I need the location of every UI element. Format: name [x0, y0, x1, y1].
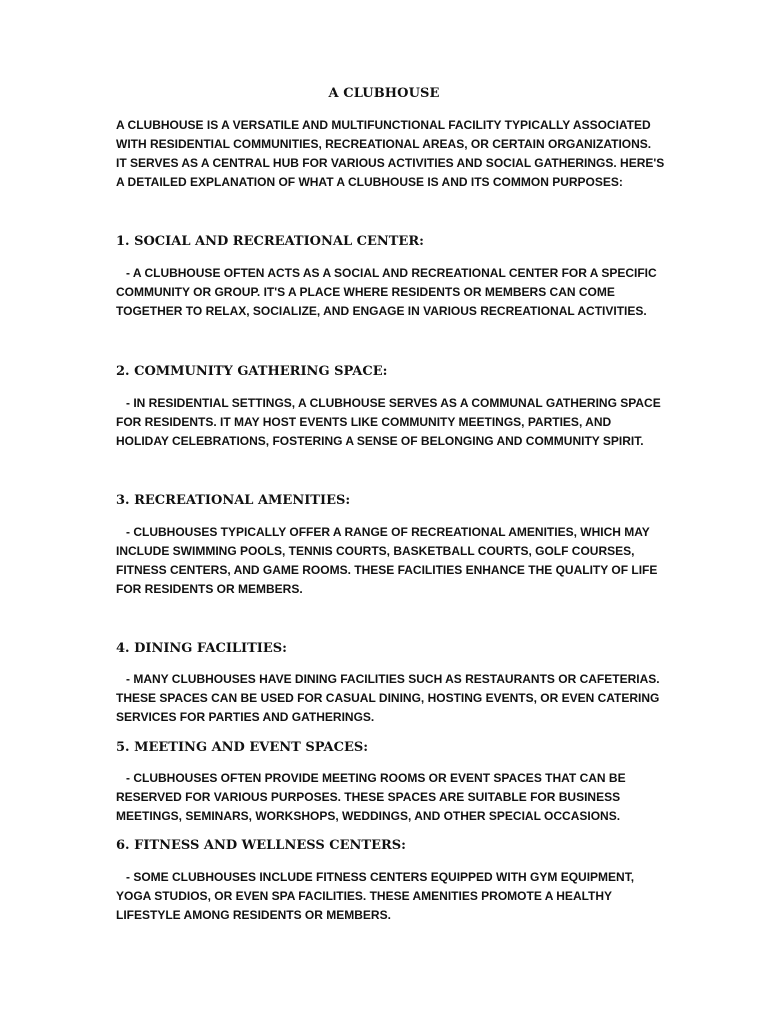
- body-line: INCLUDE SWIMMING POOLS, TENNIS COURTS, BASKETBALL COURTS, GOLF COURSES,: [116, 544, 635, 558]
- section-heading-dining-facilities: 4. DINING FACILITIES:: [116, 641, 287, 656]
- section-heading-recreational-amenities: 3. RECREATIONAL AMENITIES:: [116, 493, 351, 508]
- body-line: COMMUNITY OR GROUP. IT'S A PLACE WHERE RESIDENTS OR MEMBERS CAN COME: [116, 285, 615, 299]
- document-title: A CLUBHOUSE: [328, 86, 440, 101]
- intro-line: A DETAILED EXPLANATION OF WHAT A CLUBHOUSE IS AND ITS COMMON PURPOSES:: [116, 175, 623, 189]
- body-line: - A CLUBHOUSE OFTEN ACTS AS A SOCIAL AND RECREATIONAL CENTER FOR A SPECIFIC: [116, 266, 657, 280]
- section-body-social-recreational: [116, 264, 656, 321]
- section-heading-meeting-event-spaces: 5. MEETING AND EVENT SPACES:: [116, 740, 369, 755]
- body-line: FOR RESIDENTS. IT MAY HOST EVENTS LIKE COMMUNITY MEETINGS, PARTIES, AND: [116, 415, 612, 429]
- section-body-fitness-wellness: [116, 868, 656, 925]
- section-heading-fitness-wellness: 6. FITNESS AND WELLNESS CENTERS:: [116, 838, 406, 853]
- body-line: MEETINGS, SEMINARS, WORKSHOPS, WEDDINGS, AND OTHER SPECIAL OCCASIONS.: [116, 809, 621, 823]
- body-line: HOLIDAY CELEBRATIONS, FOSTERING A SENSE OF BELONGING AND COMMUNITY SPIRIT.: [116, 434, 644, 448]
- intro-line: IT SERVES AS A CENTRAL HUB FOR VARIOUS ACTIVITIES AND SOCIAL GATHERINGS. HERE'S: [116, 156, 665, 170]
- intro-line: WITH RESIDENTIAL COMMUNITIES, RECREATIONAL AREAS, OR CERTAIN ORGANIZATIONS.: [116, 137, 652, 151]
- body-line: FOR RESIDENTS OR MEMBERS.: [116, 582, 303, 596]
- section-heading-community-gathering: 2. COMMUNITY GATHERING SPACE:: [116, 364, 388, 379]
- body-line: LIFESTYLE AMONG RESIDENTS OR MEMBERS.: [116, 908, 391, 922]
- body-line: - CLUBHOUSES OFTEN PROVIDE MEETING ROOMS OR EVENT SPACES THAT CAN BE: [116, 771, 626, 785]
- body-line: THESE SPACES CAN BE USED FOR CASUAL DINING, HOSTING EVENTS, OR EVEN CATERING: [116, 691, 660, 705]
- body-line: SERVICES FOR PARTIES AND GATHERINGS.: [116, 710, 375, 724]
- body-line: FITNESS CENTERS, AND GAME ROOMS. THESE FACILITIES ENHANCE THE QUALITY OF LIFE: [116, 563, 658, 577]
- body-line: YOGA STUDIOS, OR EVEN SPA FACILITIES. THESE AMENITIES PROMOTE A HEALTHY: [116, 889, 613, 903]
- section-body-meeting-event-spaces: [116, 769, 656, 826]
- section-body-dining-facilities: [116, 670, 660, 727]
- body-line: - IN RESIDENTIAL SETTINGS, A CLUBHOUSE SERVES AS A COMMUNAL GATHERING SPACE: [116, 396, 661, 410]
- section-body-community-gathering: [116, 394, 661, 451]
- body-line: TOGETHER TO RELAX, SOCIALIZE, AND ENGAGE IN VARIOUS RECREATIONAL ACTIVITIES.: [116, 304, 647, 318]
- section-body-recreational-amenities: [116, 523, 656, 599]
- body-line: - MANY CLUBHOUSES HAVE DINING FACILITIES SUCH AS RESTAURANTS OR CAFETERIAS.: [116, 672, 660, 686]
- body-line: - SOME CLUBHOUSES INCLUDE FITNESS CENTERS EQUIPPED WITH GYM EQUIPMENT,: [116, 870, 635, 884]
- intro-line: A CLUBHOUSE IS A VERSATILE AND MULTIFUNCTIONAL FACILITY TYPICALLY ASSOCIATED: [116, 118, 651, 132]
- body-line: RESERVED FOR VARIOUS PURPOSES. THESE SPACES ARE SUITABLE FOR BUSINESS: [116, 790, 621, 804]
- section-heading-social-recreational: 1. SOCIAL AND RECREATIONAL CENTER:: [116, 234, 424, 249]
- intro-paragraph: [116, 116, 665, 192]
- body-line: - CLUBHOUSES TYPICALLY OFFER A RANGE OF RECREATIONAL AMENITIES, WHICH MAY: [116, 525, 650, 539]
